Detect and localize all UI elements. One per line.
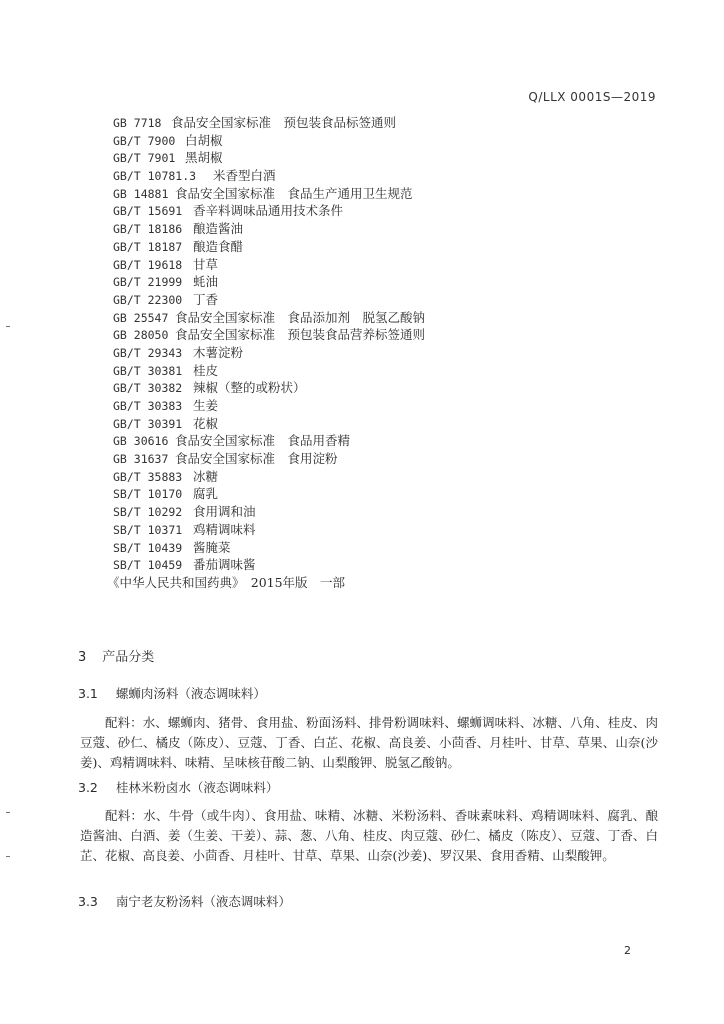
- reference-code: GB/T 19618: [113, 257, 183, 272]
- reference-code: GB/T 18186: [113, 222, 183, 237]
- reference-code: GB/T 35883: [113, 469, 183, 484]
- reference-code: SB/T 10371: [113, 522, 183, 537]
- reference-title: 腐乳: [193, 486, 219, 502]
- ingredients-paragraph-3-1: 配料：水、螺蛳肉、猪骨、食用盐、粉面汤料、排骨粉调味料、螺蛳调味料、冰糖、八角、桂皮、肉豆蔻、砂仁、橘皮（陈皮）、豆蔻、丁香、白芷、花椒、高良姜、小茴香、月桂叶、甘草、草果、山奈(沙姜)、鸡精调味料、味精、呈味核苷酸二钠、山梨酸钾、脱氢乙酸钠。: [80, 715, 658, 770]
- reference-code: GB/T 30381: [113, 363, 183, 378]
- reference-code: GB 30616: [113, 434, 169, 449]
- reference-item: [113, 238, 653, 256]
- reference-item: [113, 344, 653, 362]
- reference-item: [113, 379, 653, 397]
- subsection-title: 南宁老友粉汤料（液态调味料）: [115, 894, 291, 909]
- reference-title: 食品安全国家标准 食品用香精: [175, 433, 351, 449]
- reference-title: 丁香: [193, 291, 219, 307]
- reference-title: 香辛料调味品通用技术条件: [193, 203, 344, 219]
- reference-title: 辣椒（整的或粉状）: [193, 380, 306, 396]
- reference-item: [113, 362, 653, 380]
- reference-item: [113, 256, 653, 274]
- page-number: 2: [624, 944, 631, 957]
- reference-item: [113, 114, 653, 132]
- reference-item: [113, 202, 653, 220]
- reference-code: GB/T 21999: [113, 275, 183, 290]
- reference-item: [113, 415, 653, 433]
- reference-title: 生姜: [193, 398, 219, 413]
- reference-item: [113, 485, 653, 503]
- reference-code: GB/T 7901: [113, 151, 176, 166]
- reference-title: 食用调和油: [193, 504, 256, 520]
- reference-item: [113, 326, 653, 344]
- reference-item: [113, 185, 653, 203]
- reference-code: SB/T 10459: [113, 558, 183, 573]
- reference-item: [113, 309, 653, 327]
- scan-mark: [6, 812, 10, 813]
- subsection-heading-3-2: [78, 778, 278, 796]
- reference-code: SB/T 10170: [113, 487, 183, 502]
- section-heading-3: [78, 646, 154, 665]
- reference-code: GB/T 30382: [113, 381, 183, 396]
- subsection-title: 螺蛳肉汤料（液态调味料）: [115, 686, 266, 701]
- reference-code: GB/T 18187: [113, 239, 183, 254]
- reference-title: 木薯淀粉: [193, 344, 244, 360]
- document-code: Q/LLX 0001S—2019: [528, 90, 656, 104]
- reference-code: GB/T 15691: [113, 204, 183, 219]
- reference-title: 白胡椒: [185, 132, 223, 148]
- reference-title: 甘草: [193, 256, 219, 272]
- ingredients-paragraph-3-2: 配料：水、牛骨（或牛肉）、食用盐、味精、冰糖、米粉汤料、香味素味料、鸡精调味料、腐乳、酿造酱油、白酒、姜（生姜、干姜）、蒜、葱、八角、桂皮、肉豆蔻、砂仁、橘皮（陈皮）、豆蔻、丁香、白芷、花椒、高良姜、小茴香、月桂叶、甘草、草果、山奈(沙姜)、罗汉果、食用香精、山梨酸钾。: [80, 808, 658, 863]
- reference-code: GB 25547: [113, 310, 169, 325]
- reference-item: [113, 397, 653, 415]
- scan-mark: [6, 326, 10, 327]
- scan-mark: [6, 856, 10, 857]
- reference-code: GB 7718: [113, 116, 162, 130]
- reference-item: [113, 167, 653, 185]
- reference-code: GB/T 30391: [113, 416, 183, 431]
- reference-code: GB 14881: [113, 186, 169, 201]
- subsection-number: 3.3: [78, 894, 98, 909]
- reference-code: SB/T 10292: [113, 505, 183, 520]
- section-title: 产品分类: [102, 650, 155, 665]
- reference-title: 鸡精调味料: [193, 521, 256, 537]
- reference-code: GB/T 22300: [113, 292, 183, 307]
- reference-title: 食品安全国家标准 预包装食品营养标签通则: [175, 327, 426, 343]
- reference-item: [113, 539, 653, 557]
- reference-title: 食品安全国家标准 预包装食品标签通则: [171, 115, 397, 130]
- reference-title: 食品安全国家标准 食品生产通用卫生规范: [175, 185, 413, 201]
- reference-title: 酱腌菜: [193, 539, 231, 555]
- reference-item: [113, 132, 653, 150]
- reference-title: 酿造食醋: [193, 238, 244, 254]
- reference-item: [113, 220, 653, 238]
- reference-item: [113, 450, 653, 468]
- reference-item: [113, 149, 653, 167]
- reference-code: GB 28050: [113, 328, 169, 343]
- reference-title: 番茄调味酱: [193, 557, 256, 573]
- reference-title: 食品安全国家标准 食品添加剂 脱氢乙酸钠: [175, 309, 426, 325]
- reference-title: 酿造酱油: [193, 221, 244, 237]
- reference-title: 花椒: [193, 415, 219, 431]
- reference-code: SB/T 10439: [113, 540, 183, 555]
- subsection-number: 3.1: [78, 686, 98, 701]
- reference-item: [113, 468, 653, 486]
- reference-title: 米香型白酒: [213, 168, 276, 184]
- pharmacopoeia-reference: 《中华人民共和国药典》 2015年版 一部: [107, 574, 346, 590]
- subsection-title: 桂林米粉卤水（液态调味料）: [115, 780, 279, 795]
- reference-code: GB 31637: [113, 452, 169, 467]
- normative-references-list: [107, 114, 653, 592]
- reference-title: 冰糖: [193, 468, 219, 484]
- reference-item: [113, 291, 653, 309]
- reference-title: 黑胡椒: [185, 150, 223, 166]
- subsection-heading-3-1: [78, 684, 266, 702]
- reference-item: [113, 521, 653, 539]
- reference-title: 桂皮: [193, 362, 219, 378]
- reference-code: GB/T 29343: [113, 345, 183, 360]
- reference-item: [113, 556, 653, 574]
- reference-title: 食品安全国家标准 食用淀粉: [175, 451, 338, 467]
- reference-item: [113, 503, 653, 521]
- subsection-number: 3.2: [78, 780, 98, 795]
- reference-item: [113, 432, 653, 450]
- reference-code: GB/T 10781.3: [113, 169, 197, 184]
- subsection-heading-3-3: [78, 892, 291, 910]
- reference-code: GB/T 30383: [113, 399, 183, 413]
- reference-title: 蚝油: [193, 274, 219, 290]
- section-number: 3: [78, 650, 87, 665]
- reference-code: GB/T 7900: [113, 133, 176, 148]
- reference-item: [113, 273, 653, 291]
